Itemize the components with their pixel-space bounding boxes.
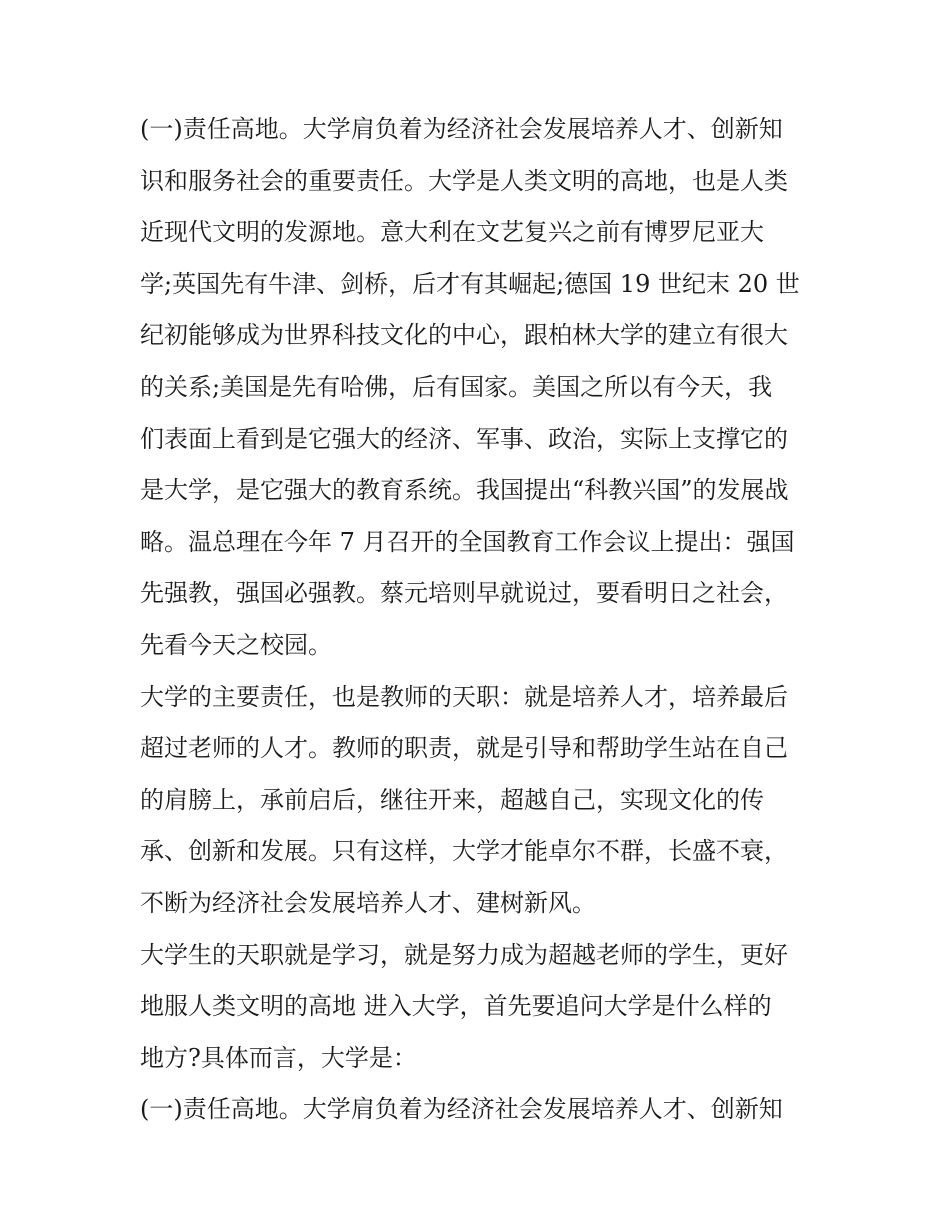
- text-line: 超过老师的人才。教师的职责，就是引导和帮助学生站在自己: [140, 734, 788, 763]
- text-line: 们表面上看到是它强大的经济、军事、政治，实际上支撑它的: [140, 424, 788, 453]
- text-line: 不断为经济社会发展培养人才、建树新风。: [140, 888, 596, 917]
- text-line: 先强教，强国必强教。蔡元培则早就说过，要看明日之社会，: [140, 579, 788, 608]
- text-line: 地方?具体而言，大学是：: [140, 1043, 417, 1072]
- text-line: 大学的主要责任，也是教师的天职：就是培养人才，培养最后: [140, 682, 788, 711]
- text-line: 先看今天之校园。: [140, 630, 332, 659]
- text-line: 承、创新和发展。只有这样，大学才能卓尔不群，长盛不衰，: [140, 837, 788, 866]
- text-line: 的关系;美国是先有哈佛，后有国家。美国之所以有今天，我: [140, 372, 773, 401]
- text-line: 识和服务社会的重要责任。大学是人类文明的高地，也是人类: [140, 166, 788, 195]
- text-line: 略。温总理在今年 7 月召开的全国教育工作会议上提出：强国: [140, 527, 795, 556]
- text-line: 学;英国先有牛津、剑桥，后才有其崛起;德国 19 世纪末 20 世: [140, 269, 800, 298]
- text-line: (一)责任高地。大学肩负着为经济社会发展培养人才、创新知: [140, 1095, 783, 1124]
- text-line: 纪初能够成为世界科技文化的中心，跟柏林大学的建立有很大: [140, 321, 788, 350]
- text-line: 的肩膀上，承前启后，继往开来，超越自己，实现文化的传: [140, 785, 764, 814]
- body-text: [140, 104, 820, 1136]
- text-line: 是大学，是它强大的教育系统。我国提出“科教兴国”的发展战: [140, 476, 789, 505]
- text-line: 地服人类文明的高地 进入大学，首先要追问大学是什么样的: [140, 992, 772, 1021]
- text-line: 近现代文明的发源地。意大利在文艺复兴之前有博罗尼亚大: [140, 218, 764, 247]
- text-line: (一)责任高地。大学肩负着为经济社会发展培养人才、创新知: [140, 115, 783, 143]
- text-line: 大学生的天职就是学习，就是努力成为超越老师的学生，更好: [140, 940, 788, 969]
